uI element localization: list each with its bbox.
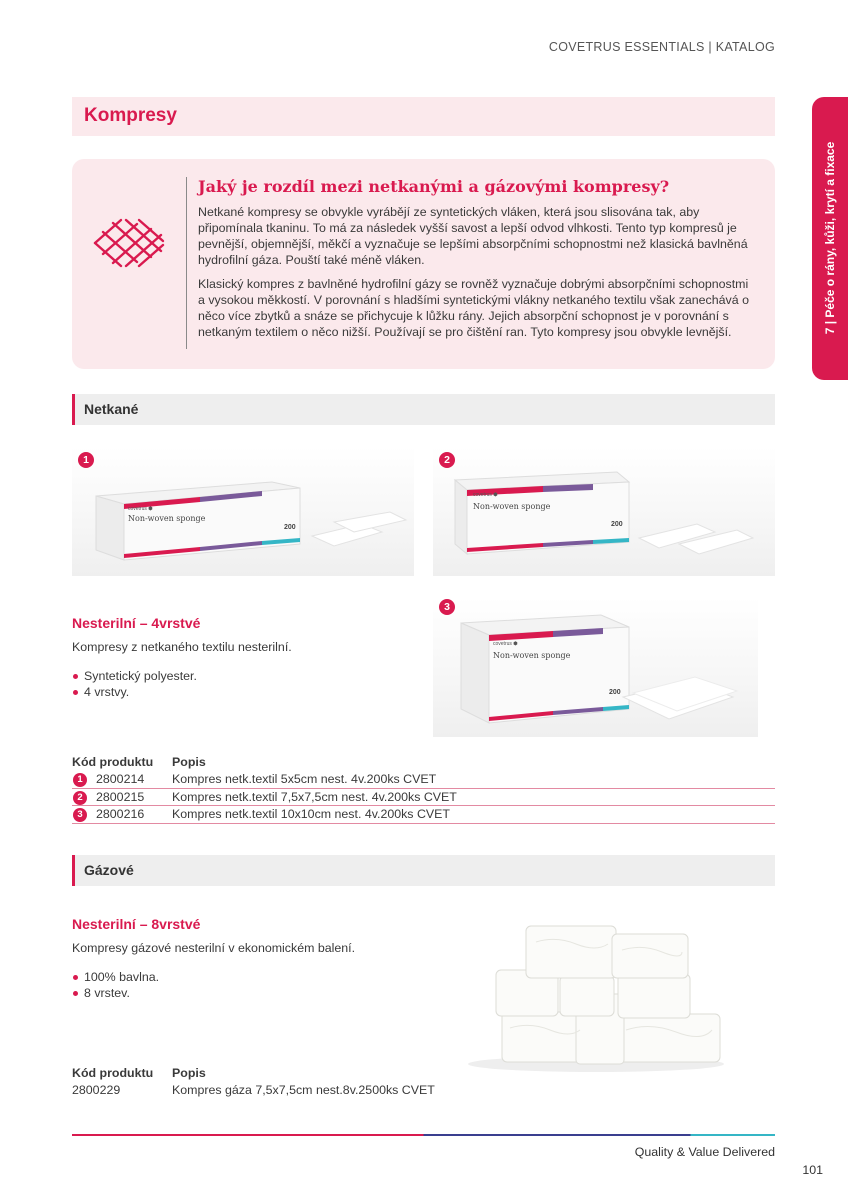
gauze-weave-icon: [91, 216, 165, 270]
box-title: Non-woven sponge: [473, 502, 551, 511]
product-table-gazove: [72, 1066, 775, 1100]
footer-divider: [72, 1134, 775, 1136]
gauze-stack-photo: [466, 912, 726, 1074]
section-heading-label: Gázové: [84, 862, 134, 878]
product-code: 2800214: [96, 772, 145, 786]
section-heading-netkane: [72, 394, 775, 425]
product-box-illustration: [433, 597, 758, 737]
page-title: Kompresy: [84, 105, 177, 126]
table-row: [72, 806, 775, 824]
box-brand: covetrus ⬢: [493, 641, 518, 647]
chapter-side-tab[interactable]: [812, 97, 848, 380]
page-number: 101: [802, 1163, 823, 1177]
table-row: [72, 771, 775, 789]
bullet-item: 8 vrstev.: [72, 985, 159, 1001]
row-number-badge: 3: [73, 808, 87, 822]
product-title-gazove: Nesterilní – 8vrstvé: [72, 916, 201, 932]
product-title-netkane: Nesterilní – 4vrstvé: [72, 615, 201, 631]
column-header-description: Popis: [172, 1066, 206, 1080]
product-description: Kompres gáza 7,5x7,5cm nest.8v.2500ks CVET: [172, 1083, 435, 1097]
photo-number-badge: 3: [439, 599, 455, 615]
box-title: Non-woven sponge: [128, 514, 206, 523]
column-header-description: Popis: [172, 755, 206, 769]
photo-number-badge: 1: [78, 452, 94, 468]
info-title: Jaký je rozdíl mezi netkanými a gázovými kompresy?: [198, 177, 670, 196]
product-photo-2: [433, 446, 775, 576]
table-header: [72, 1066, 775, 1082]
info-paragraph: Klasický kompres z bavlněné hydrofilní gázy se rovněž vyznačuje dobrými absorpčními schopnostmi a vysokou měkkostí. V porovnání s hladšími syntetickými vlákny netkaného textilu však zanechává o něco více zbytků a snáze se přichycuje k lůžku rány. Jejich absorpční schopnost je v porovnání s netkaným textilem o něco nižší. Používají se pro čištění ran. Tyto kompresy jsou obvykle levnější.: [198, 277, 749, 339]
product-photo-1: [72, 446, 414, 576]
row-number-badge: 1: [73, 773, 87, 787]
chapter-side-tab-label: 7 | Péče o rány, kůži, krytí a fixace: [823, 141, 837, 335]
product-table-netkane: [72, 755, 775, 824]
bullet-list-gazove: [72, 969, 159, 1001]
table-header: [72, 755, 775, 771]
section-heading-label: Netkané: [84, 401, 139, 417]
box-brand: covetrus ⬢: [128, 506, 153, 512]
box-title: Non-woven sponge: [493, 651, 571, 660]
footer-tagline: Quality & Value Delivered: [634, 1145, 775, 1159]
product-description: Kompres netk.textil 7,5x7,5cm nest. 4v.200ks CVET: [172, 789, 457, 804]
page-title-bar: [72, 97, 775, 136]
table-row: [72, 1082, 775, 1100]
product-description: Kompres netk.textil 10x10cm nest. 4v.200ks CVET: [172, 807, 450, 821]
section-heading-gazove: [72, 855, 775, 886]
box-count: 200: [284, 524, 296, 531]
bullet-item: Syntetický polyester.: [72, 668, 197, 684]
product-description-netkane: Kompresy z netkaného textilu nesterilní.: [72, 640, 292, 654]
catalog-header: COVETRUS ESSENTIALS | KATALOG: [548, 40, 775, 54]
product-box-illustration: [433, 446, 775, 576]
column-header-code: Kód produktu: [72, 1066, 154, 1080]
info-text: [198, 204, 758, 340]
info-box: [72, 159, 775, 369]
bullet-item: 4 vrstvy.: [72, 684, 197, 700]
product-photo-3: [433, 597, 758, 737]
row-number-badge: 2: [73, 791, 87, 805]
product-code: 2800215: [96, 789, 145, 804]
info-paragraph: Netkané kompresy se obvykle vyrábějí ze syntetických vláken, která jsou slisována tak, aby připomínala tkaninu. To má za následek vyšší savost a lepší odvod vlhkosti. Tento typ kompresů je pevnější, objemnější, měkčí a vyznačuje se lepšími absorpčními schopnostmi než klasická bavlněná hydrofilní gáza. Pouští také méně vláken.: [198, 205, 748, 267]
product-code: 2800229: [72, 1083, 121, 1097]
table-row: [72, 789, 775, 807]
box-count: 200: [609, 689, 621, 696]
photo-number-badge: 2: [439, 452, 455, 468]
product-description: Kompres netk.textil 5x5cm nest. 4v.200ks CVET: [172, 772, 437, 786]
product-code: 2800216: [96, 807, 145, 821]
product-description-gazove: Kompresy gázové nesterilní v ekonomickém balení.: [72, 941, 356, 955]
column-header-code: Kód produktu: [72, 755, 154, 769]
bullet-list-netkane: [72, 668, 197, 700]
box-brand: covetrus ⬢: [473, 492, 498, 498]
product-box-illustration: [72, 446, 414, 576]
box-count: 200: [611, 521, 623, 528]
bullet-item: 100% bavlna.: [72, 969, 159, 985]
info-divider: [186, 177, 187, 349]
